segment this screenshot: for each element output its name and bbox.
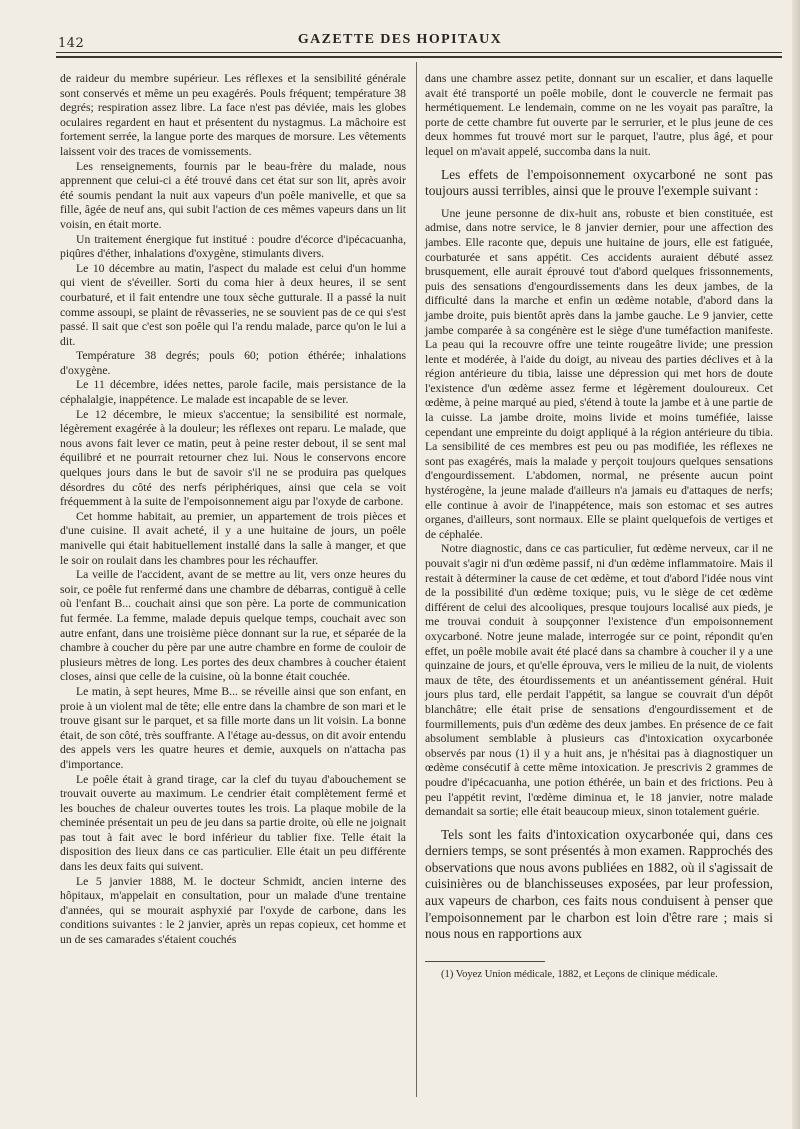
paragraph: Le 10 décembre au matin, l'aspect du malade est celui d'un homme qui vient de s'éveiller. Sorti du coma hier à deux heures, il se sent courbaturé, et il fait entendre une toux sèche gutturale. Il a passé la nuit comme assoupi, se plaint de rêvasseries, ne se souvient pas de ce qui s'est passé. Il sait que c'est son poêle qui l'a rendu malade, parce qu'on le lui a dit. <box>60 261 406 348</box>
paragraph: de raideur du membre supérieur. Les réflexes et la sensibilité générale sont conservés et même un peu exagérés. Pouls fréquent; température 38 degrés; respiration assez libre. La face n'est pas déviée, mais les globes oculaires regardent en haut et présentent du nystagmus. La mâchoire est fortement serrée, la langue porte des marques de morsure. Les vêtements laissent voir des traces de vomissements. <box>60 72 406 158</box>
paragraph: Un traitement énergique fut institué : poudre d'écorce d'ipécacuanha, piqûres d'éther, inhalations d'oxygène, stimulants divers. <box>60 232 406 261</box>
paragraph: Le 11 décembre, idées nettes, parole facile, mais persistance de la céphalalgie, inappétence. Le malade est incapable de se lever. <box>60 378 406 407</box>
lead-paragraph: Les effets de l'empoisonnement oxycarboné ne sont pas toujours aussi terribles, ainsi que le prouve l'exemple suivant : <box>425 166 773 199</box>
footnote: (1) Voyez Union médicale, 1882, et Leçons de clinique médicale. <box>441 968 718 980</box>
column-divider <box>416 62 417 1097</box>
header-rule-thick <box>56 56 782 58</box>
page-number: 142 <box>58 36 85 51</box>
right-column <box>425 72 773 981</box>
page-edge <box>792 0 800 1129</box>
paragraph: Cet homme habitait, au premier, un appartement de trois pièces et d'une cuisine. Il avait acheté, il y a une huitaine de jours, un poêle manivelle qui était habituellement installé dans la salle à manger, et que le soir on roulait dans les chambres pour les réchauffer. <box>60 509 406 567</box>
paragraph: Le 12 décembre, le mieux s'accentue; la sensibilité est normale, légèrement exagérée à la douleur; les réflexes ont reparu. Le malade, que nous avons fait lever ce matin, peut à peine rester debout, il se sent mal équilibré et ne pourrait retourner chez lui. Nous le conservons encore quelques jours dans le but de savoir s'il ne se produira pas quelques désordres du côté des nerfs périphériques, ainsi que cela se voit fréquemment à la suite de l'empoisonnement aigu par l'oxyde de carbone. <box>60 407 406 509</box>
header-rule <box>56 52 782 53</box>
paragraph: dans une chambre assez petite, donnant sur un escalier, et dans laquelle avait été transporté un poêle mobile, dont le couvercle ne fermait pas hermétiquement. Le lendemain, comme on ne les voyait pas paraître, la porte de cette chambre fut ouverte par le serrurier, et le plus jeune de ces deux hommes fut trouvé mort sur le parquet, l'autre, plus âgé, et pour lequel on m'avait appelé, succomba dans la nuit. <box>425 72 773 158</box>
paragraph: Une jeune personne de dix-huit ans, robuste et bien constituée, est admise, dans notre service, le 8 janvier dernier, pour une affection des jambes. Elle raconte que, depuis une huitaine de jours, elle est fatiguée, courbaturée et sans appétit. Ces accidents auraient débuté assez brusquement, elle aurait éprouvé tout d'abord quelques frissonnements, puis des sensations d'engourdissements dans les deux jambes, de la difficulté dans la marche et enfin un œdème notable, d'abord dans la jambe droite, puis bientôt après dans la jambe gauche. Le 9 janvier, cette jambe comparée à sa congénère est le siège d'une tuméfaction manifeste. La peau qui la recouvre offre une teinte rougeâtre livide; une pression lente et modérée, à l'aide du doigt, au niveau des parties déclives et à la région antérieure du tibia, laisse une dépression qui met hors de doute l'existence d'un œdème assez ferme et légèrement douloureux. Cet œdème, à peine marqué au pied, s'étend à toute la jambe et à une partie de la cuisse. La jambe droite, moins livide et moins tuméfiée, laisse cependant une empreinte du doigt appliqué à la région antérieure du tibia. La sensibilité de ces membres est peu ou pas modifiée, les réflexes ne sont pas exagérés, mais la malade y perçoit toujours quelques sensations d'engourdissement. L'abdomen, normal, ne présente aucun point hystérogène, la jeune malade d'ailleurs n'a jamais eu d'attaques de nerfs; elle continue à avoir de l'inappétence, mais son estomac et ses autres organes, d'ailleurs, sont normaux. Elle se plaint quelquefois de vertiges et de céphalée. <box>425 206 773 541</box>
paragraph: La veille de l'accident, avant de se mettre au lit, vers onze heures du soir, ce poêle fut renfermé dans une chambre de débarras, contiguë à celle où l'enfant B... couchait ainsi que son père. La porte de communication fut fermée. La femme, malade depuis quelque temps, couchait avec son autre enfant, dans une troisième pièce donnant sur la rue, et séparée de la chambre à coucher du père par une autre chambre en forme de couloir de plusieurs mètres de long. Les portes des deux chambres à coucher étaient closes, ainsi que celle de la cuisine, où la bonne était couchée. <box>60 568 406 684</box>
left-column <box>60 72 406 948</box>
paragraph: Les renseignements, fournis par le beau-frère du malade, nous apprennent que celui-ci a été trouvé dans cet état sur son lit, après avoir été soumis pendant la nuit aux vapeurs d'un poêle manivelle, et que sa fille, âgée de neuf ans, qui subit l'action de ces mêmes vapeurs dans un lit voisin, en était morte. <box>60 159 406 231</box>
paragraph: Notre diagnostic, dans ce cas particulier, fut œdème nerveux, car il ne pouvait s'agir ni d'un œdème passif, ni d'un œdème inflammatoire. Mais il restait à déterminer la cause de cet œdème, et tout d'abord l'idée nous vint de la possibilité d'un œdème toxique; puis, vu le siège de cet œdème différent de celui des alcooliques, presque toujours localisé aux pieds, je me trouvai conduit à soupçonner l'existence d'un empoisonnement oxycarboné. Notre jeune malade, interrogée sur ce point, répondit qu'en effet, un poêle mobile avait été placé dans sa chambre à coucher il y a une quinzaine de jours, et qu'elle éprouva, vers le milieu de la nuit, de violents maux de tête, des étourdissements et un anéantissement général. Huit jours plus tard, elle perdait l'appétit, sa langue se couvrait d'un dépôt blanchâtre; elle était prise de sensations d'engourdissement et de fourmillements, puis d'un œdème des deux jambes. En présence de ce fait absolument semblable à plusieurs cas d'intoxication oxycarbonée observés par nous (1) il y a huit ans, je n'hésitai pas à diagnostiquer un œdème consécutif à cette même intoxication. Je prescrivis 2 grammes de poudre d'ipécacuanha, une potion éthérée, un bain et des frictions. Peu à peu l'appétit revint, l'œdème diminua et, le 18 janvier, notre malade demandait sa sortie; elle était beaucoup mieux, sinon totalement guérie. <box>425 542 773 819</box>
paragraph: Le 5 janvier 1888, M. le docteur Schmidt, ancien interne des hôpitaux, m'appelait en consultation, pour un malade d'une trentaine d'années, qui se mourait asphyxié par l'oxyde de carbone, dans les conditions suivantes : le 2 janvier, après un repas copieux, cet homme et un de ses camarades s'étaient couchés <box>60 874 406 947</box>
paragraph: Température 38 degrés; pouls 60; potion éthérée; inhalations d'oxygène. <box>60 349 406 377</box>
paragraph: Le poêle était à grand tirage, car la clef du tuyau d'abouchement se trouvait ouverte au maximum. Le cendrier était complètement fermé et les bouches de chaleur ouvertes toutes les trois. La plaque mobile de la cheminée présentait un peu de jeu dans sa partie droite, où elle ne joignait pas tout à fait avec le bord inférieur du tablier fixe. Telle était la disposition des lieux dans ce cas particulier. Elle était un peu différente dans les deux faits qui suivent. <box>60 772 406 874</box>
lead-paragraph: Tels sont les faits d'intoxication oxycarbonée qui, dans ces derniers temps, se sont présentés à mon examen. Rapprochés des observations que nous avons publiées en 1882, où il s'agissait de cuisinières ou de blanchisseuses exposées, par leur profession, aux vapeurs de charbon, ces faits nous conduisent à penser que l'empoisonnement par le charbon est loin d'être rare ; mais si nous nous en rapportions aux <box>425 826 773 942</box>
running-head: GAZETTE DES HOPITAUX <box>297 32 503 47</box>
footnote-rule <box>425 961 545 962</box>
paragraph: Le matin, à sept heures, Mme B... se réveille ainsi que son enfant, en proie à un violent mal de tête; elle entre dans la chambre de son mari et le trouve gisant sur le parquet, et sa fille morte dans un lit voisin. La bonne était, de son côté, très souffrante. A l'étage au-dessus, on dit avoir entendu des appels vers les quatre heures et demie, auxquels on n'attacha pas d'importance. <box>60 684 406 771</box>
